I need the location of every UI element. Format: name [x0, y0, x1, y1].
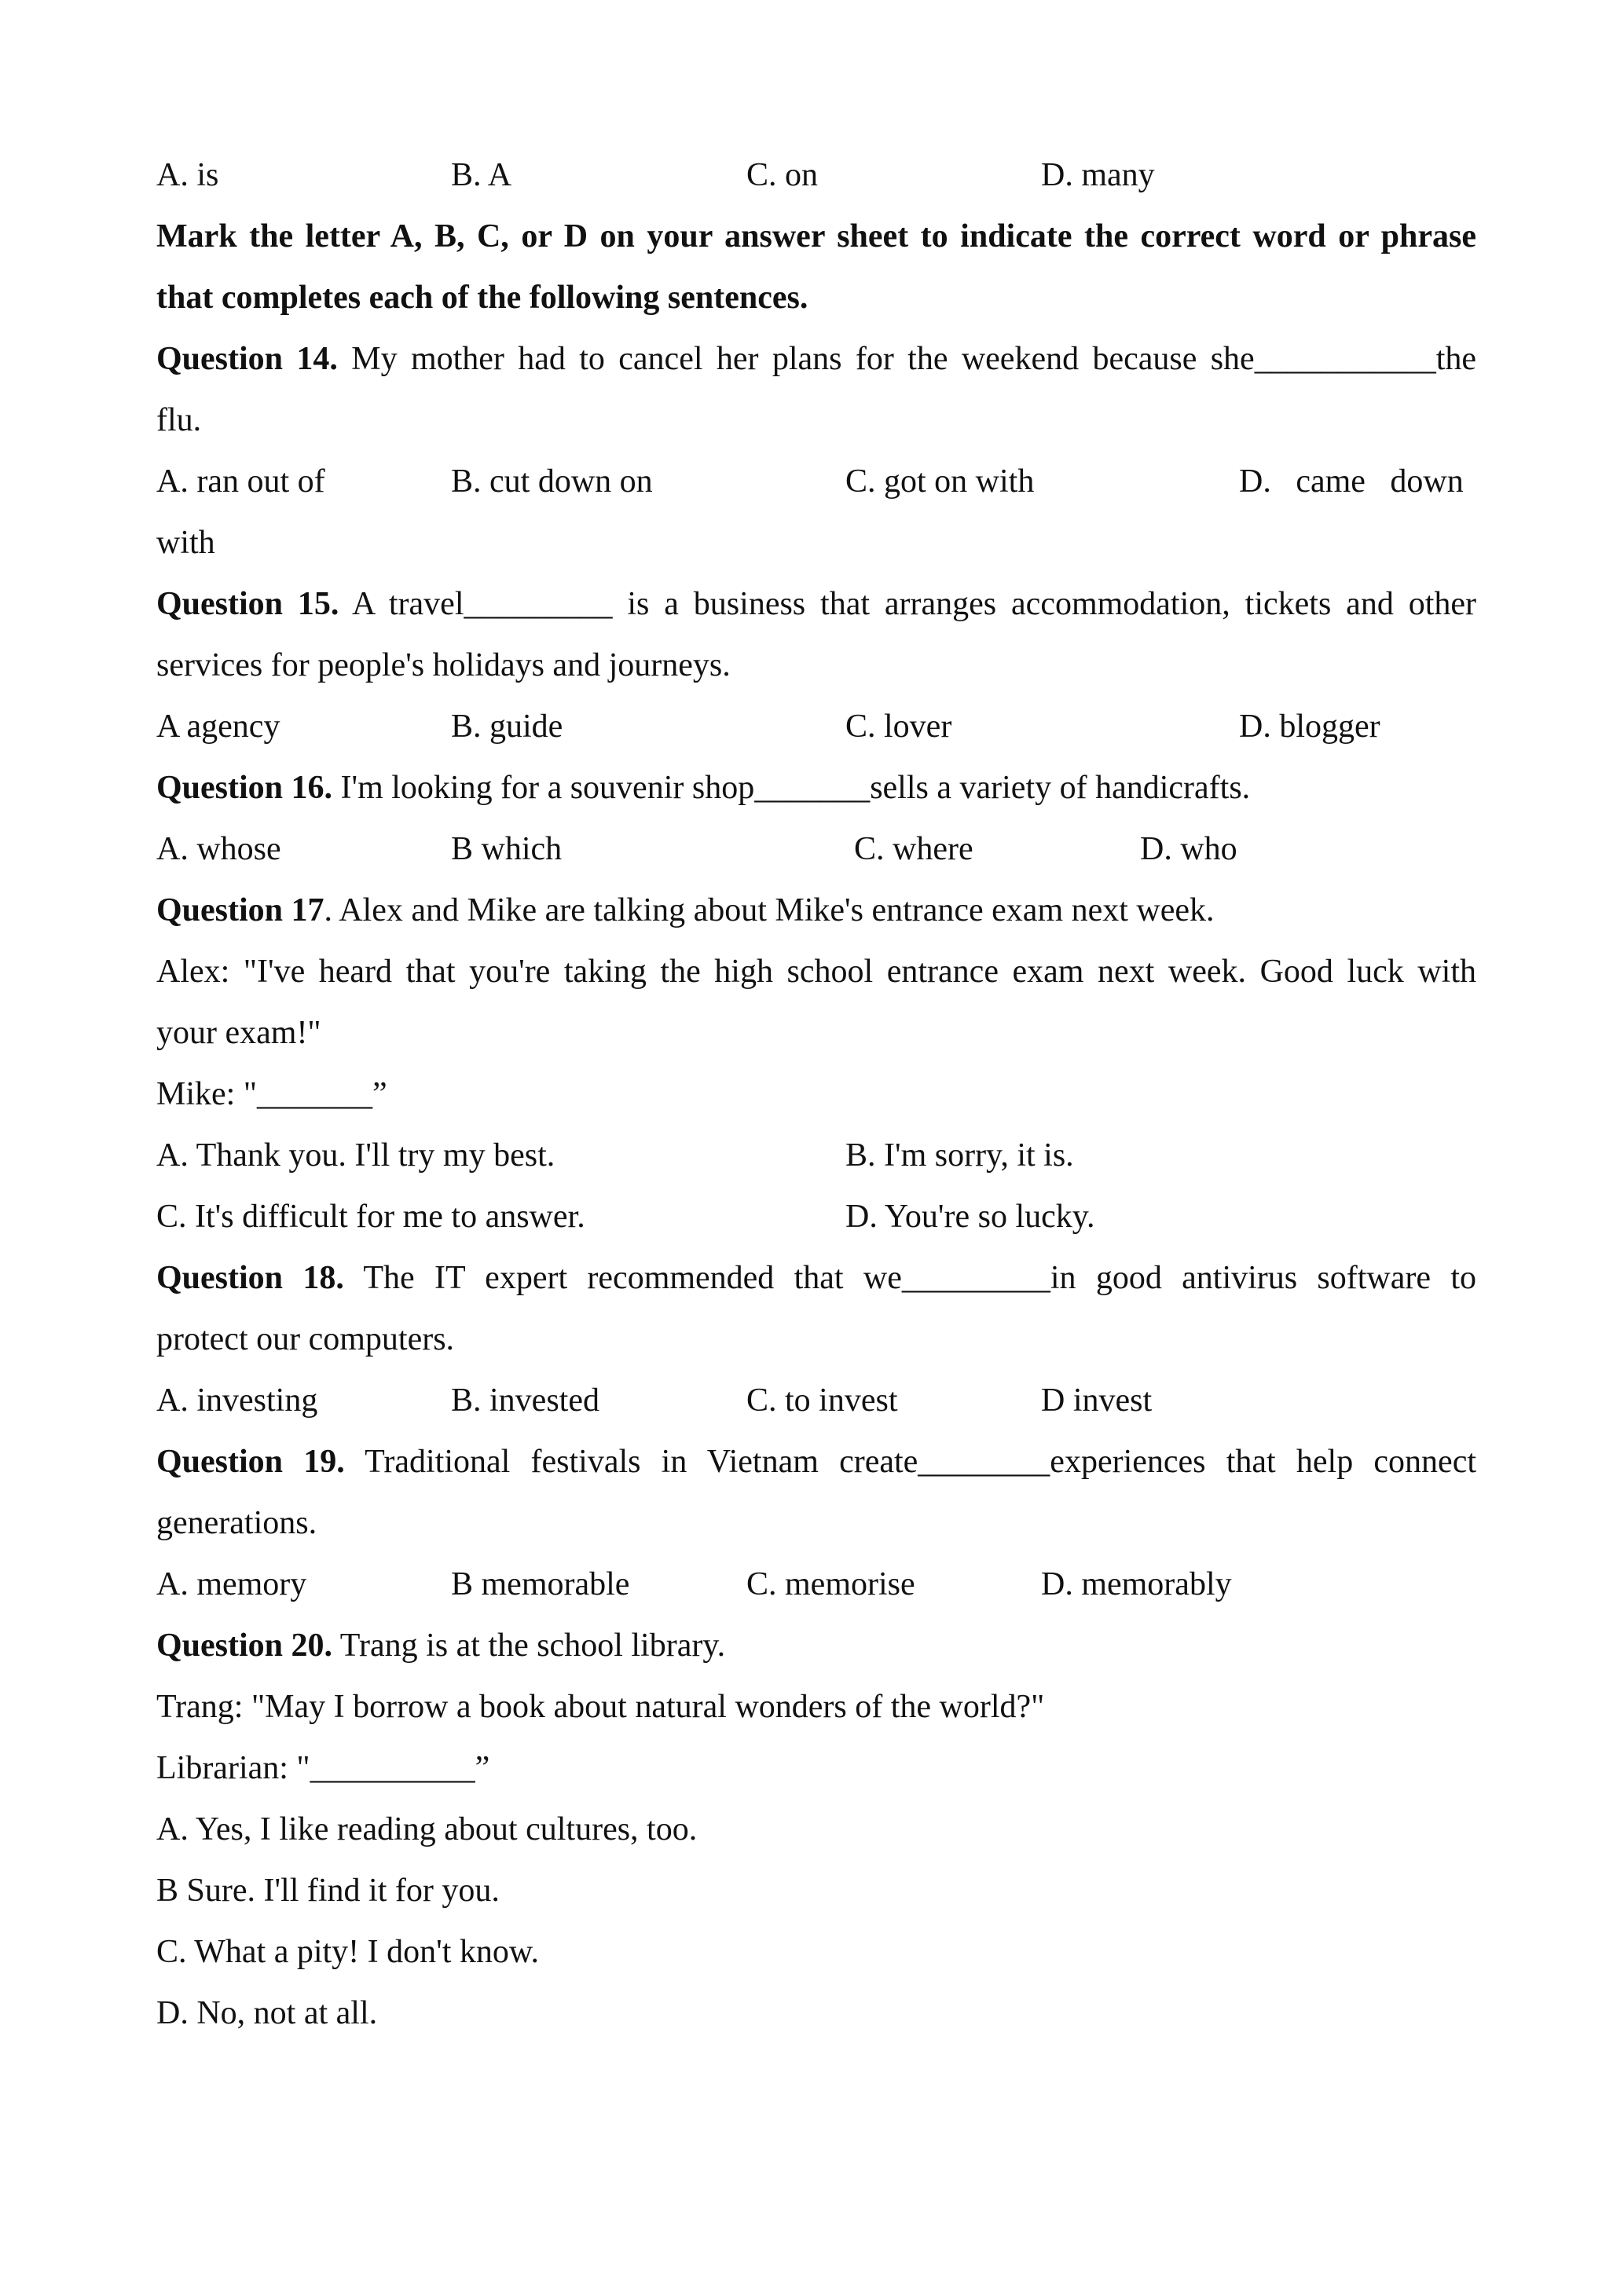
question-text: Traditional festivals in Vietnam create________experiences that help connect	[344, 1444, 1476, 1480]
option-d: D. many	[1041, 157, 1155, 193]
option-b: B which	[451, 831, 563, 867]
option-a: A. whose	[156, 831, 281, 867]
question-15-cont: services for people's holidays and journeys.	[156, 647, 731, 683]
question-15	[156, 573, 1476, 635]
instruction-line-2: that completes each of the following sentences.	[156, 280, 808, 316]
option-d: D. You're so lucky.	[845, 1199, 1095, 1235]
q14-option-d-cont: with	[156, 525, 215, 561]
option-c: C. on	[746, 157, 819, 193]
q20-option-d: D. No, not at all.	[156, 1995, 378, 2031]
q20-option-b: B Sure. I'll find it for you.	[156, 1873, 500, 1909]
question-text: Trang is at the school library.	[332, 1628, 726, 1664]
question-label: Question 16.	[156, 770, 333, 806]
question-14-cont: flu.	[156, 402, 202, 438]
option-b: B memorable	[451, 1566, 630, 1602]
option-d: D. memorably	[1041, 1566, 1232, 1602]
option-a: A. ran out of	[156, 463, 325, 500]
option-d: D. blogger	[1239, 709, 1380, 745]
question-text: My mother had to cancel her plans for the weekend because she___________the	[337, 341, 1477, 377]
question-text: A travel_________ is a business that arranges accommodation, tickets and other	[339, 586, 1477, 622]
option-a: A. is	[156, 157, 219, 193]
question-19-cont: generations.	[156, 1505, 317, 1541]
option-c: C. got on with	[845, 463, 1035, 500]
option-a: A. Thank you. I'll try my best.	[156, 1137, 555, 1174]
option-b: B. A	[451, 157, 512, 193]
option-d: D. came down	[1239, 463, 1464, 500]
question-18	[156, 1247, 1476, 1309]
question-14	[156, 328, 1476, 390]
option-a: A. memory	[156, 1566, 307, 1602]
question-17	[156, 880, 1476, 941]
q20-dialog-trang: Trang: "May I borrow a book about natural wonders of the world?"	[156, 1689, 1045, 1725]
question-label: Question 15.	[156, 586, 339, 622]
option-a: A. investing	[156, 1382, 318, 1419]
option-b: B. I'm sorry, it is.	[845, 1137, 1074, 1174]
option-a: A agency	[156, 709, 280, 745]
question-label: Question 14.	[156, 341, 338, 377]
q17-dialog-mike: Mike: "_______”	[156, 1076, 387, 1112]
option-c: C. lover	[845, 709, 952, 745]
question-text: . Alex and Mike are talking about Mike's entrance exam next week.	[324, 892, 1215, 928]
question-label: Question 18.	[156, 1260, 344, 1296]
option-d: D. who	[1140, 831, 1237, 867]
question-label: Question 19.	[156, 1444, 345, 1480]
option-c: C. to invest	[746, 1382, 898, 1419]
q17-dialog-alex: Alex: "I've heard that you're taking the high school entrance exam next week. Good luck with	[156, 954, 1476, 990]
question-16	[156, 757, 1476, 818]
question-18-cont: protect our computers.	[156, 1321, 455, 1357]
question-19	[156, 1431, 1476, 1492]
question-text: I'm looking for a souvenir shop_______sells a variety of handicrafts.	[332, 770, 1251, 806]
question-text: The IT expert recommended that we_________in good antivirus software to	[343, 1260, 1477, 1296]
option-d: D invest	[1041, 1382, 1153, 1419]
option-c: C. memorise	[746, 1566, 915, 1602]
question-20	[156, 1615, 1476, 1676]
option-c: C. It's difficult for me to answer.	[156, 1199, 585, 1235]
option-c: C. where	[854, 831, 973, 867]
option-b: B. guide	[451, 709, 563, 745]
q17-dialog-alex-cont: your exam!"	[156, 1015, 321, 1051]
q20-option-c: C. What a pity! I don't know.	[156, 1934, 539, 1970]
q20-dialog-librarian: Librarian: "__________”	[156, 1750, 490, 1786]
instruction-line-1: Mark the letter A, B, C, or D on your answer sheet to indicate the correct word or phrase	[156, 218, 1476, 255]
question-label: Question 20.	[156, 1628, 333, 1664]
option-b: B. invested	[451, 1382, 599, 1419]
option-b: B. cut down on	[451, 463, 653, 500]
q20-option-a: A. Yes, I like reading about cultures, too.	[156, 1811, 698, 1847]
question-label: Question 17	[156, 892, 324, 928]
